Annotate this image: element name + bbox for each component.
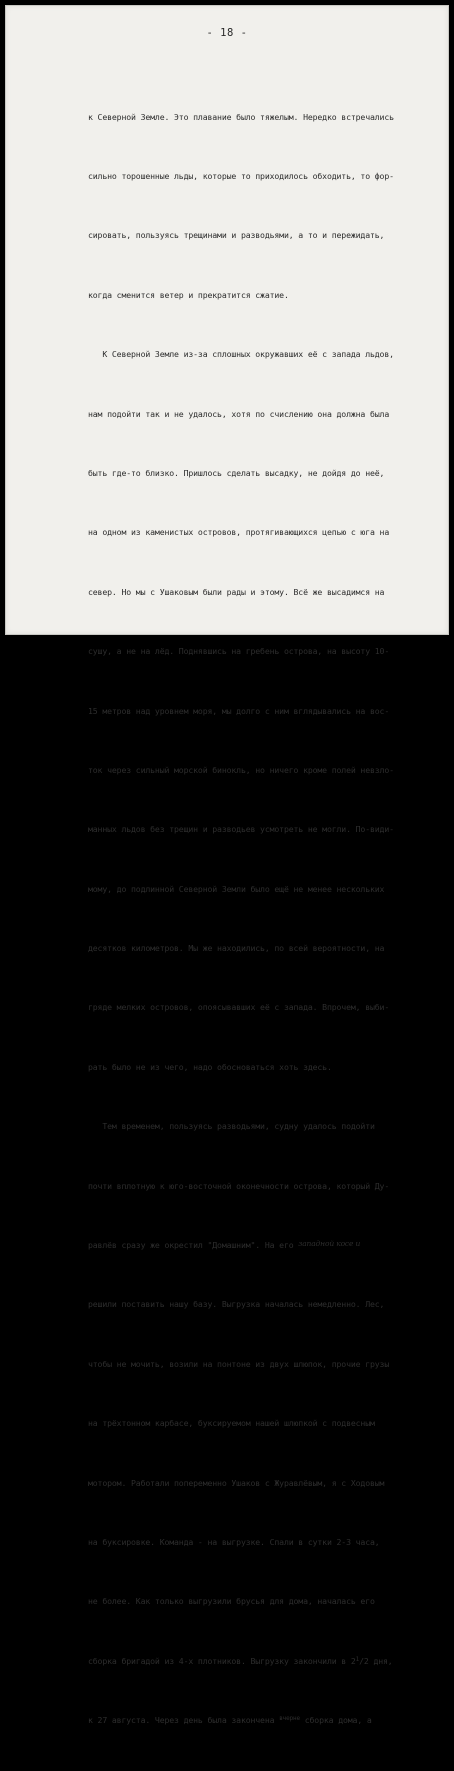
text-line: на одном из каменистых островов, протягивающихся цепью с юга на	[88, 527, 390, 538]
text-line: сильно торошенные льды, которые то приходилось обходить, то фор-	[88, 170, 394, 181]
text-line: мотором. Работали попеременно Ушаков с Журавлёвым, я с Ходовым	[88, 1477, 385, 1488]
text-line: мому, до подлинной Северной Земли было ещё не менее нескольких	[88, 883, 385, 894]
text-line: на трёхтонном карбасе, буксируемом нашей шлюпкой с подвесным	[88, 1418, 375, 1429]
text-line-with-insert	[88, 1236, 428, 1256]
text-line: когда сменится ветер и прекратится сжатие.	[88, 289, 289, 300]
text-line: десятков километров. Мы же находились, по всей вероятности, на	[88, 943, 385, 954]
document-page	[5, 5, 449, 1726]
text-line: рать было не из чего, надо обосноваться хоть здесь.	[88, 1061, 332, 1072]
typed-text-end: сборка дома, а	[304, 1715, 372, 1726]
text-line: ток через сильный морской бинокль, но ничего кроме полей невзло-	[88, 764, 394, 775]
text-line: север. Но мы с Ушаковым были рады и этому. Всё же высадимся на	[88, 586, 385, 597]
text-line: почти вплотную к юго-восточной оконечности острова, который Ду-	[88, 1180, 390, 1191]
text-line-with-insert	[88, 1711, 428, 1731]
handwritten-insert: западной косе и	[298, 1239, 361, 1249]
text-line: К Северной Земле из-за сплошных окружавших её с запада льдов,	[88, 349, 394, 360]
document-body	[88, 68, 428, 1771]
text-line: быть где-то близко. Пришлось сделать высадку, не дойдя до неё,	[88, 467, 385, 478]
text-line: манных льдов без трещин и разводьев усмотреть не могли. По-види-	[88, 824, 394, 835]
typed-text: к 27 августа. Через день была закончена	[88, 1715, 275, 1726]
typed-text: равлёв сразу же окрестил "Домашним". На его	[88, 1240, 294, 1251]
fraction-rest: /2 дня,	[359, 1655, 393, 1666]
page-number: - 18 -	[206, 27, 248, 39]
typed-insert-above: вчерне	[279, 1715, 300, 1723]
text-line: на буксировке. Команда - на выгрузке. Спали в сутки 2-3 часа,	[88, 1536, 380, 1547]
text-line: гряде мелких островов, опоясывавших её с запада. Впрочем, выби-	[88, 1002, 390, 1013]
text-line: нам подойти так и не удалось, хотя по счислению она должна была	[88, 408, 390, 419]
text-line: сировать, пользуясь трещинами и разводьями, а то и пережидать,	[88, 230, 385, 241]
fraction-numerator: 1	[355, 1655, 360, 1663]
typed-text: сборка бригадой из 4-х плотников. Выгрузку закончили в 2	[88, 1655, 356, 1666]
text-line: Тем временем, пользуясь разводьями, судну удалось подойти	[88, 1121, 375, 1132]
text-line: сушу, а не на лёд. Поднявшись на гребень острова, на высоту 10-	[88, 646, 390, 657]
text-line: 15 метров над уровнем моря, мы долго с ним вглядывались на вос-	[88, 705, 390, 716]
text-line: не более. Как только выгрузили брусья для дома, началась его	[88, 1596, 375, 1607]
text-line: решили поставить нашу базу. Выгрузка началась немедленно. Лес,	[88, 1299, 385, 1310]
text-line: чтобы не мочить, возили на понтоне из двух шлюпок, прочие грузы	[88, 1358, 390, 1369]
text-line: к Северной Земле. Это плавание было тяжелым. Нередко встречались	[88, 111, 394, 122]
text-line-with-fraction	[88, 1652, 428, 1672]
